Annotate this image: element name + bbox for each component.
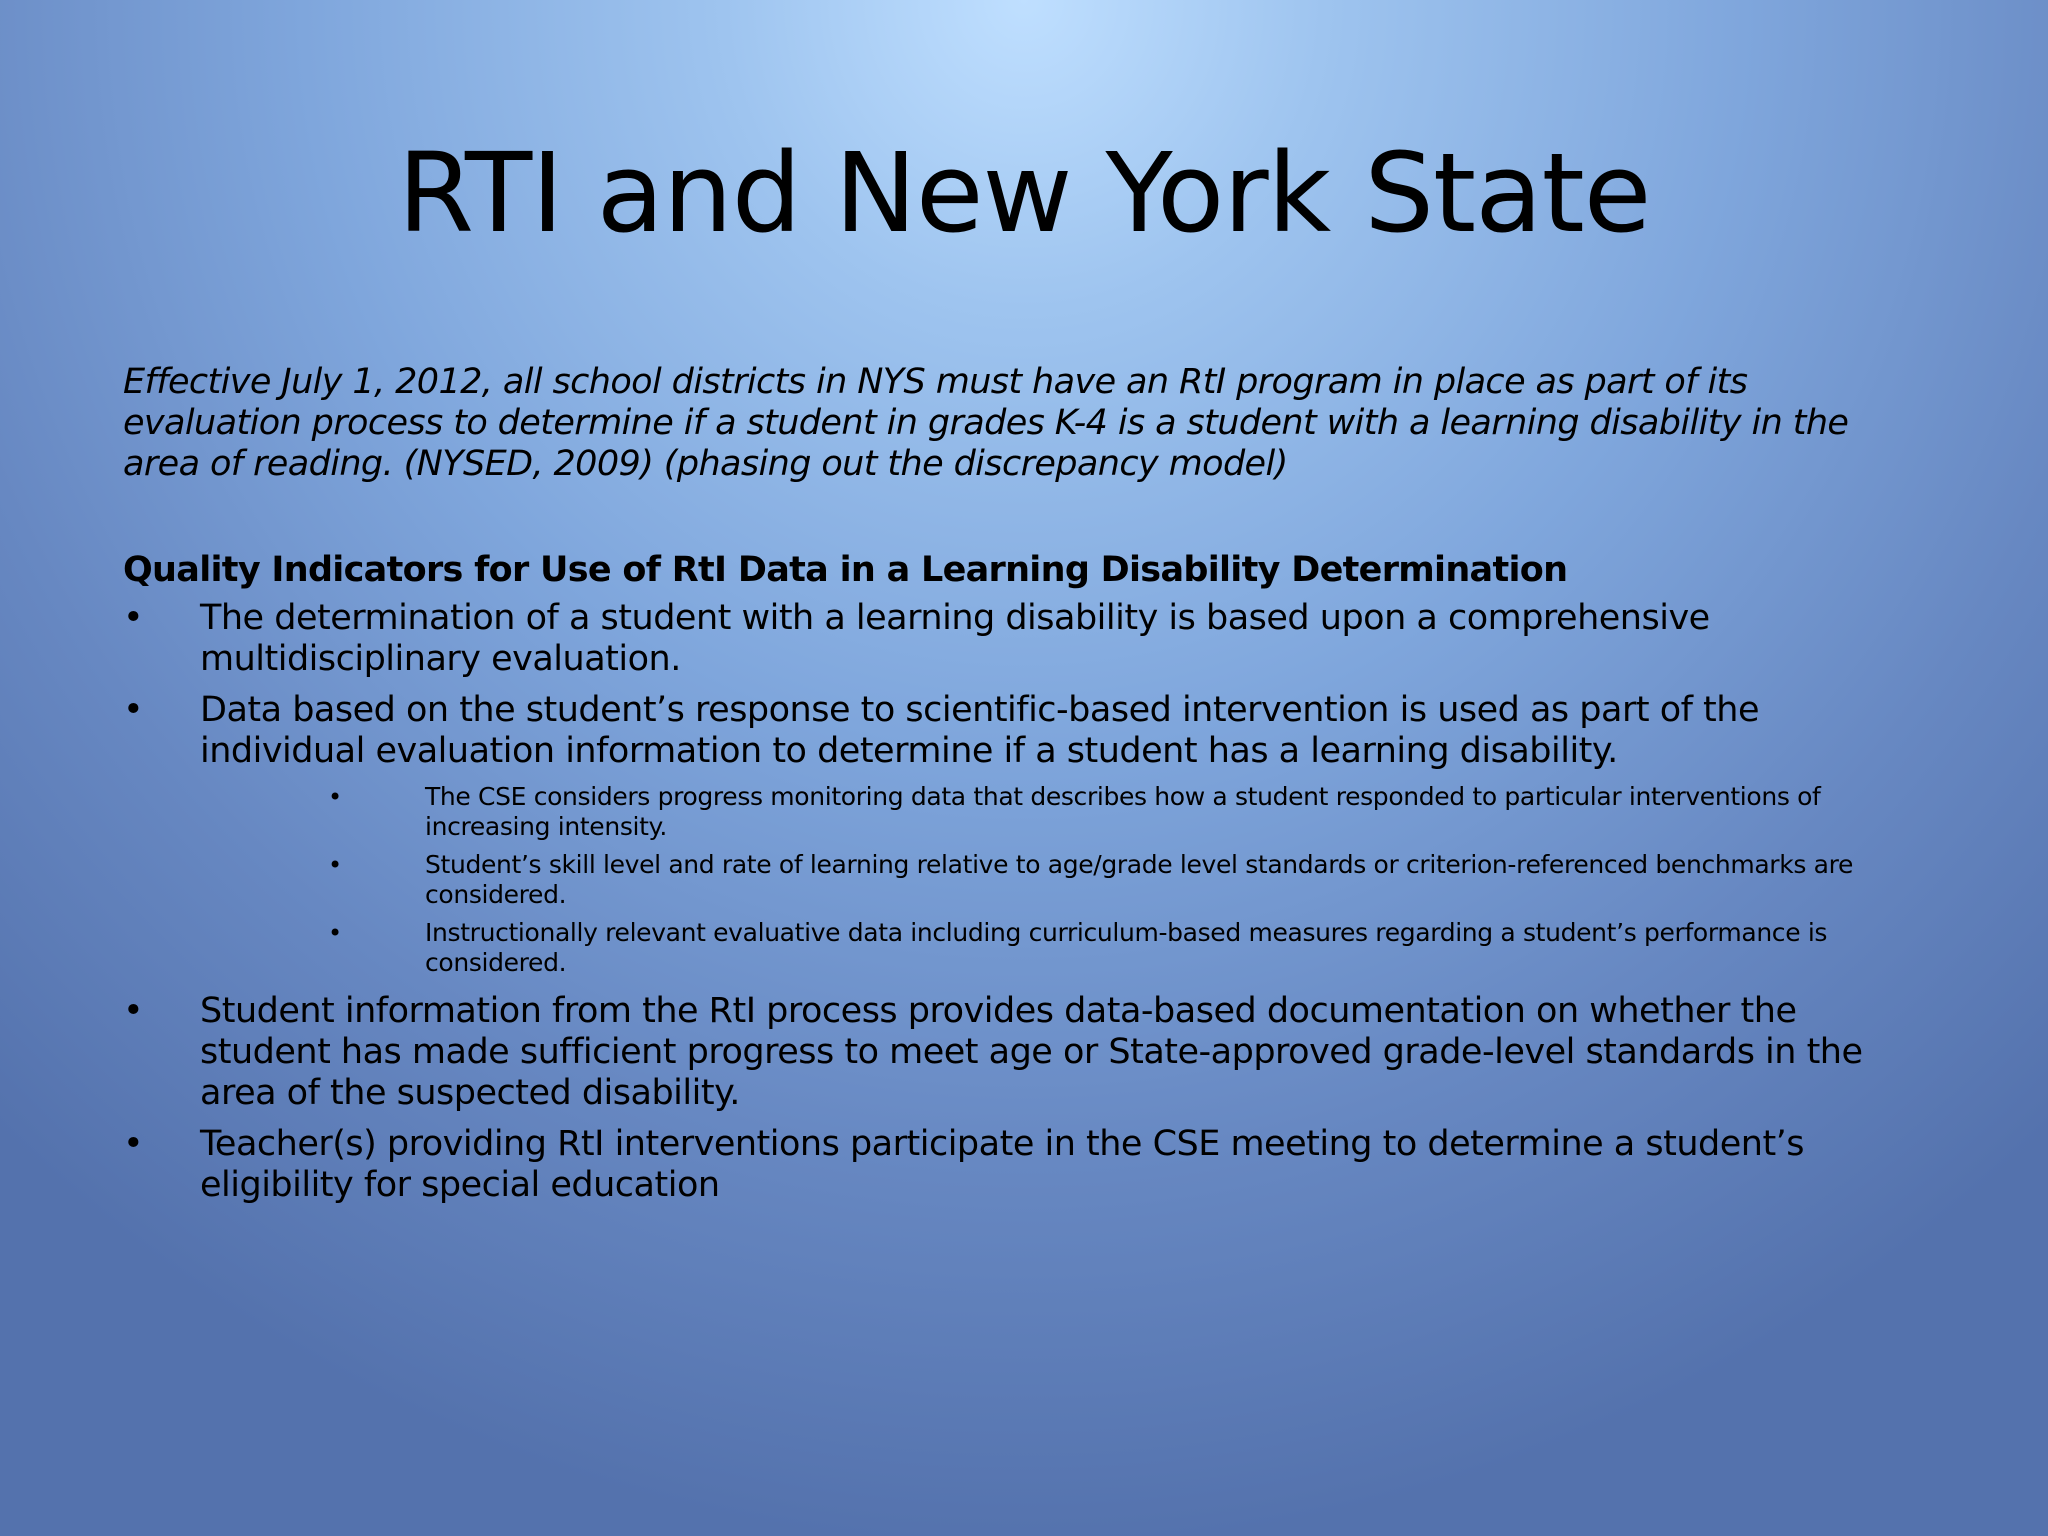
sub-bullet-item xyxy=(123,850,1883,910)
sub-bullet-icon: • xyxy=(328,919,342,947)
sub-bullet-group xyxy=(123,782,1883,978)
bullet-item xyxy=(123,690,1883,772)
bullet-icon: • xyxy=(123,690,144,730)
bullet-text: Student information from the RtI process provides data-based documentation on whether the student has made sufficient progress to meet age or State-approved grade-level standards in the area of the suspected disability. xyxy=(200,991,1863,1113)
sub-bullet-item xyxy=(123,782,1883,842)
sub-bullet-icon: • xyxy=(328,851,342,879)
slide-title: RTI and New York State xyxy=(397,129,1651,257)
sub-bullet-icon: • xyxy=(328,783,342,811)
bullet-text: The determination of a student with a learning disability is based upon a comprehensive multidisciplinary evaluation. xyxy=(200,598,1710,679)
bullet-text: Teacher(s) providing RtI interventions participate in the CSE meeting to determine a student’s eligibility for special education xyxy=(200,1124,1805,1205)
sub-bullet-text: Student’s skill level and rate of learning relative to age/grade level standards or criterion-referenced benchmarks are considered. xyxy=(425,850,1854,909)
bullet-text: Data based on the student’s response to scientific-based intervention is used as part of the individual evaluation information to determine if a student has a learning disability. xyxy=(200,690,1759,771)
bullet-item xyxy=(123,598,1883,680)
sub-bullet-item xyxy=(123,918,1883,978)
sub-bullet-text: The CSE considers progress monitoring data that describes how a student responded to particular interventions of increasing intensity. xyxy=(425,782,1821,841)
bullet-item xyxy=(123,991,1883,1114)
bullet-item xyxy=(123,1124,1883,1206)
sub-bullet-text: Instructionally relevant evaluative data including curriculum-based measures regarding a student’s performance is considered. xyxy=(425,918,1828,977)
intro-paragraph: Effective July 1, 2012, all school districts in NYS must have an RtI program in place as part of its evaluation process to determine if a student in grades K-4 is a student with a learning disability in the area of reading. (NYSED, 2009) (phasing out the discrepancy model) xyxy=(123,362,1849,484)
bullet-icon: • xyxy=(123,991,144,1031)
quality-indicators-heading: Quality Indicators for Use of RtI Data in a Learning Disability Determination xyxy=(123,550,1568,590)
bullet-icon: • xyxy=(123,598,144,638)
bullet-list xyxy=(123,598,1883,1216)
sub-bullet-list xyxy=(123,782,1883,978)
bullet-icon: • xyxy=(123,1124,144,1164)
